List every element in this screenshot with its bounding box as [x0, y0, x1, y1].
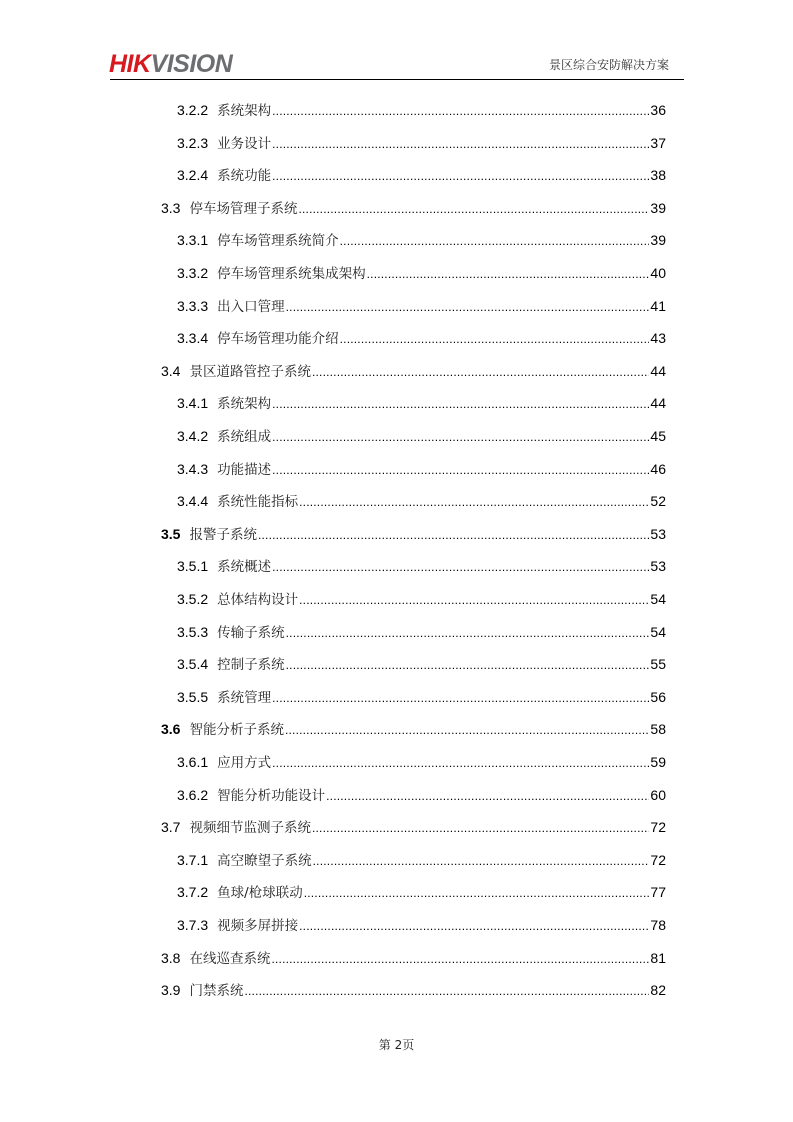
toc-page-number: 43	[650, 330, 666, 347]
toc-section-title: 系统架构	[217, 396, 272, 413]
header-divider	[110, 79, 684, 80]
toc-page-number: 38	[650, 167, 666, 184]
dot-leader	[258, 524, 649, 546]
dot-leader	[271, 948, 649, 970]
toc-page-number: 39	[650, 232, 666, 249]
toc-page-number: 56	[650, 688, 666, 705]
toc-entry[interactable]	[177, 99, 666, 121]
toc-section-title: 系统概述	[217, 559, 272, 576]
toc-section-number: 3.5	[161, 525, 181, 542]
toc-entry[interactable]	[177, 881, 666, 903]
toc-section-title: 智能分析子系统	[189, 722, 284, 739]
toc-section-title: 智能分析功能设计	[217, 787, 326, 804]
toc-section-number: 3.2.4	[177, 167, 209, 184]
dot-leader	[272, 426, 649, 448]
toc-entry[interactable]	[177, 327, 666, 349]
dot-leader	[367, 263, 650, 285]
logo-vision: VISION	[150, 50, 233, 78]
toc-section-number: 3.8	[161, 949, 181, 966]
toc-page-number: 52	[650, 493, 666, 510]
toc-page-number: 82	[650, 982, 666, 999]
toc-page-number: 58	[650, 721, 666, 738]
toc-entry[interactable]	[177, 784, 666, 806]
toc-section-number: 3.3.2	[177, 265, 209, 281]
toc-section-number: 3.4.3	[177, 460, 209, 477]
toc-section-number: 3.4.4	[177, 493, 209, 510]
toc-entry[interactable]	[161, 816, 666, 838]
dot-leader	[272, 459, 649, 481]
toc-section-number: 3.4.1	[177, 395, 209, 412]
toc-entry[interactable]	[177, 849, 666, 871]
toc-entry[interactable]	[161, 979, 666, 1001]
toc-page-number: 45	[650, 428, 666, 444]
toc-entry[interactable]	[177, 686, 666, 708]
dot-leader	[272, 165, 649, 187]
dot-leader	[272, 752, 649, 774]
toc-page-number: 53	[650, 525, 666, 542]
dot-leader	[272, 393, 649, 415]
toc-section-number: 3.9	[161, 982, 181, 999]
toc-page-number: 44	[650, 362, 666, 379]
toc-section-number: 3.5.5	[177, 688, 209, 705]
toc-section-number: 3.5.3	[177, 623, 209, 640]
toc-section-number: 3.3.4	[177, 330, 209, 347]
dot-leader	[244, 980, 649, 1002]
toc-page-number: 54	[650, 591, 666, 607]
toc-entry[interactable]	[161, 523, 666, 545]
dot-leader	[312, 817, 649, 839]
toc-section-number: 3.4	[161, 362, 181, 379]
dot-leader	[272, 100, 649, 122]
toc-section-title: 功能描述	[217, 461, 272, 478]
toc-section-title: 高空瞭望子系统	[217, 852, 312, 869]
toc-section-number: 3.3.3	[177, 297, 209, 314]
dot-leader	[286, 296, 650, 318]
toc-section-number: 3.6.1	[177, 754, 209, 770]
toc-section-number: 3.7.1	[177, 851, 209, 868]
toc-entry[interactable]	[177, 621, 666, 643]
toc-page-number: 41	[650, 297, 666, 314]
toc-entry[interactable]	[177, 751, 666, 773]
toc-page-number: 78	[650, 917, 666, 933]
toc-entry[interactable]	[161, 718, 666, 740]
dot-leader	[286, 654, 650, 676]
dot-leader	[299, 589, 649, 611]
dot-leader	[340, 230, 650, 252]
document-title: 景区综合安防解决方案	[548, 58, 669, 72]
toc-section-number: 3.3.1	[177, 232, 209, 249]
toc-section-title: 停车场管理系统简介	[217, 233, 339, 250]
toc-section-number: 3.7.2	[177, 884, 209, 901]
toc-page-number: 40	[650, 265, 666, 281]
toc-section-title: 报警子系统	[189, 526, 257, 543]
dot-leader	[304, 882, 650, 904]
toc-page-number: 36	[650, 102, 666, 118]
toc-section-title: 应用方式	[217, 755, 272, 771]
toc-entry[interactable]	[177, 132, 666, 154]
toc-section-title: 停车场管理功能介绍	[217, 331, 339, 348]
toc-entry[interactable]	[177, 262, 666, 284]
toc-entry[interactable]	[177, 588, 666, 610]
toc-section-number: 3.6.2	[177, 786, 209, 803]
toc-section-title: 系统性能指标	[217, 494, 299, 511]
dot-leader	[272, 556, 649, 578]
toc-section-title: 控制子系统	[217, 657, 285, 674]
toc-page-number: 44	[650, 395, 666, 412]
toc-page-number: 59	[650, 754, 666, 770]
toc-page-number: 39	[650, 199, 666, 216]
toc-section-title: 在线巡查系统	[189, 950, 271, 967]
toc-entry[interactable]	[161, 947, 666, 969]
toc-section-title: 出入口管理	[217, 298, 285, 315]
toc-entry[interactable]	[161, 197, 666, 219]
dot-leader	[298, 198, 649, 220]
toc-entry[interactable]	[177, 229, 666, 251]
page-number: 第 2页	[378, 1038, 415, 1052]
toc-section-title: 门禁系统	[189, 983, 244, 1000]
toc-section-title: 业务设计	[217, 135, 272, 152]
toc-section-number: 3.4.2	[177, 428, 209, 444]
toc-entry[interactable]	[177, 295, 666, 317]
toc-page-number: 55	[650, 656, 666, 673]
toc-section-title: 鱼球/枪球联动	[217, 885, 303, 902]
toc-page-number: 72	[650, 851, 666, 868]
toc-entry[interactable]	[177, 914, 666, 936]
dot-leader	[272, 687, 649, 709]
toc-page-number: 72	[650, 819, 666, 836]
toc-entry[interactable]	[177, 458, 666, 480]
dot-leader	[299, 915, 649, 937]
dot-leader	[312, 361, 649, 383]
toc-section-title: 视频多屏拼接	[217, 918, 299, 934]
toc-page-number: 37	[650, 134, 666, 151]
toc-section-title: 系统架构	[217, 103, 272, 119]
toc-section-number: 3.7.3	[177, 917, 209, 933]
toc-entry[interactable]	[177, 164, 666, 186]
toc-section-number: 3.5.2	[177, 591, 209, 607]
dot-leader	[313, 850, 650, 872]
toc-page-number: 46	[650, 460, 666, 477]
toc-entry[interactable]	[177, 653, 666, 675]
toc-section-title: 传输子系统	[217, 624, 285, 641]
toc-entry[interactable]	[177, 490, 666, 512]
toc-section-number: 3.2.3	[177, 134, 209, 151]
toc-section-title: 视频细节监测子系统	[189, 820, 311, 837]
dot-leader	[272, 133, 649, 155]
toc-section-number: 3.7	[161, 819, 181, 836]
toc-page-number: 77	[650, 884, 666, 901]
toc-section-title: 停车场管理系统集成架构	[217, 266, 366, 282]
dot-leader	[326, 785, 649, 807]
dot-leader	[285, 719, 649, 741]
dot-leader	[340, 328, 650, 350]
toc-entry[interactable]	[161, 360, 666, 382]
toc-entry[interactable]	[177, 425, 666, 447]
toc-section-title: 总体结构设计	[217, 592, 299, 608]
toc-entry[interactable]	[177, 555, 666, 577]
toc-page-number: 53	[650, 558, 666, 575]
toc-section-number: 3.6	[161, 721, 181, 738]
toc-section-title: 景区道路管控子系统	[189, 363, 311, 380]
toc-section-number: 3.5.4	[177, 656, 209, 673]
toc-page-number: 81	[650, 949, 666, 966]
toc-section-number: 3.2.2	[177, 102, 209, 118]
toc-section-title: 停车场管理子系统	[189, 200, 298, 217]
toc-section-number: 3.3	[161, 199, 181, 216]
toc-section-number: 3.5.1	[177, 558, 209, 575]
toc-entry[interactable]	[177, 392, 666, 414]
dot-leader	[286, 622, 650, 644]
dot-leader	[299, 491, 649, 513]
toc-section-title: 系统功能	[217, 168, 272, 185]
toc-section-title: 系统管理	[217, 689, 272, 706]
toc-page-number: 54	[650, 623, 666, 640]
hikvision-logo	[109, 51, 232, 77]
toc-page-number: 60	[650, 786, 666, 803]
logo-hik: HIK	[109, 50, 151, 78]
toc-section-title: 系统组成	[217, 429, 272, 445]
